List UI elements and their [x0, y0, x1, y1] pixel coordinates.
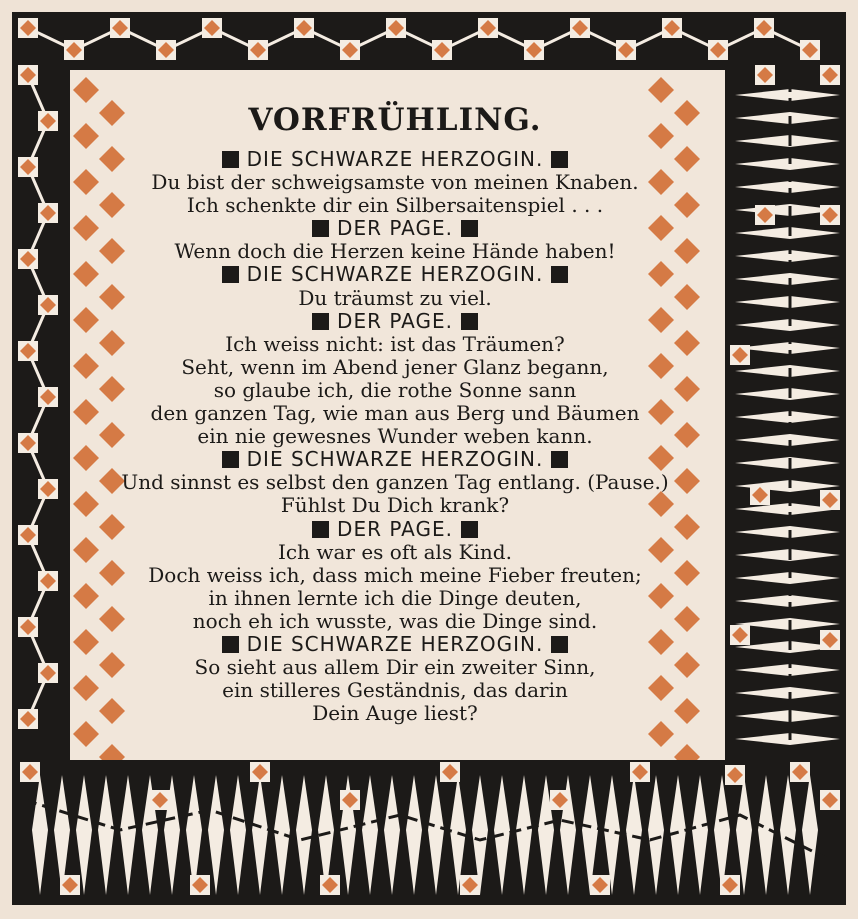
square-ornament-icon	[222, 151, 239, 168]
square-ornament-icon	[312, 521, 329, 538]
poem-title: VORFRÜHLING.	[248, 102, 542, 138]
square-ornament-icon	[222, 636, 239, 653]
speaker-name: DER PAGE.	[337, 308, 453, 333]
verse-line: Dein Auge liest?	[312, 701, 478, 726]
poem-lines	[95, 148, 695, 725]
speaker-heading	[95, 518, 695, 541]
square-ornament-icon	[312, 313, 329, 330]
verse-line: So sieht aus allem Dir ein zweiter Sinn,	[194, 655, 596, 680]
verse-line: noch eh ich wusste, was die Dinge sind.	[192, 608, 598, 633]
verse-line: ein stilleres Geständnis, das darin	[222, 678, 568, 703]
speaker-name: DIE SCHWARZE HERZOGIN.	[246, 262, 544, 287]
diamond-motif	[99, 744, 125, 760]
verse-line: Ich weiss nicht: ist das Träumen?	[225, 331, 565, 356]
speaker-heading	[95, 148, 695, 171]
verse-line: in ihnen lernte ich die Dinge deuten,	[208, 585, 582, 610]
verse-line: ein nie gewesnes Wunder weben kann.	[197, 424, 593, 449]
verse-line: so glaube ich, die rothe Sonne sann	[213, 377, 577, 402]
square-ornament-icon	[461, 313, 478, 330]
poem	[95, 100, 695, 725]
verse-line: Du träumst zu viel.	[298, 285, 492, 310]
verse-line: Fühlst Du Dich krank?	[280, 493, 510, 518]
speaker-name: DIE SCHWARZE HERZOGIN.	[246, 447, 544, 472]
speaker-heading	[95, 633, 695, 656]
verse-line: Du bist der schweigsamste von meinen Knaben.	[151, 170, 639, 195]
verse-line: den ganzen Tag, wie man aus Berg und Bäumen	[150, 401, 640, 426]
speaker-heading	[95, 310, 695, 333]
speaker-name: DER PAGE.	[337, 516, 453, 541]
verse-line: Seht, wenn im Abend jener Glanz begann,	[181, 354, 609, 379]
square-ornament-icon	[222, 451, 239, 468]
diamond-motif	[674, 744, 700, 760]
speaker-heading	[95, 217, 695, 240]
speaker-heading	[95, 263, 695, 286]
speaker-heading	[95, 448, 695, 471]
verse-line: Ich war es oft als Kind.	[278, 539, 512, 564]
square-ornament-icon	[551, 151, 568, 168]
square-ornament-icon	[312, 220, 329, 237]
speaker-name: DIE SCHWARZE HERZOGIN.	[246, 631, 544, 656]
speaker-name: DER PAGE.	[337, 216, 453, 241]
square-ornament-icon	[461, 220, 478, 237]
verse-line: Ich schenkte dir ein Silbersaitenspiel . . .	[186, 193, 604, 218]
verse-line: Und sinnst es selbst den ganzen Tag entlang. (Pause.)	[121, 470, 669, 495]
square-ornament-icon	[222, 266, 239, 283]
square-ornament-icon	[551, 266, 568, 283]
speaker-name: DIE SCHWARZE HERZOGIN.	[246, 147, 544, 171]
square-ornament-icon	[551, 636, 568, 653]
square-ornament-icon	[551, 451, 568, 468]
verse-line: Wenn doch die Herzen keine Hände haben!	[174, 239, 616, 264]
verse-line: Doch weiss ich, dass mich meine Fieber freuten;	[148, 562, 642, 587]
square-ornament-icon	[461, 521, 478, 538]
